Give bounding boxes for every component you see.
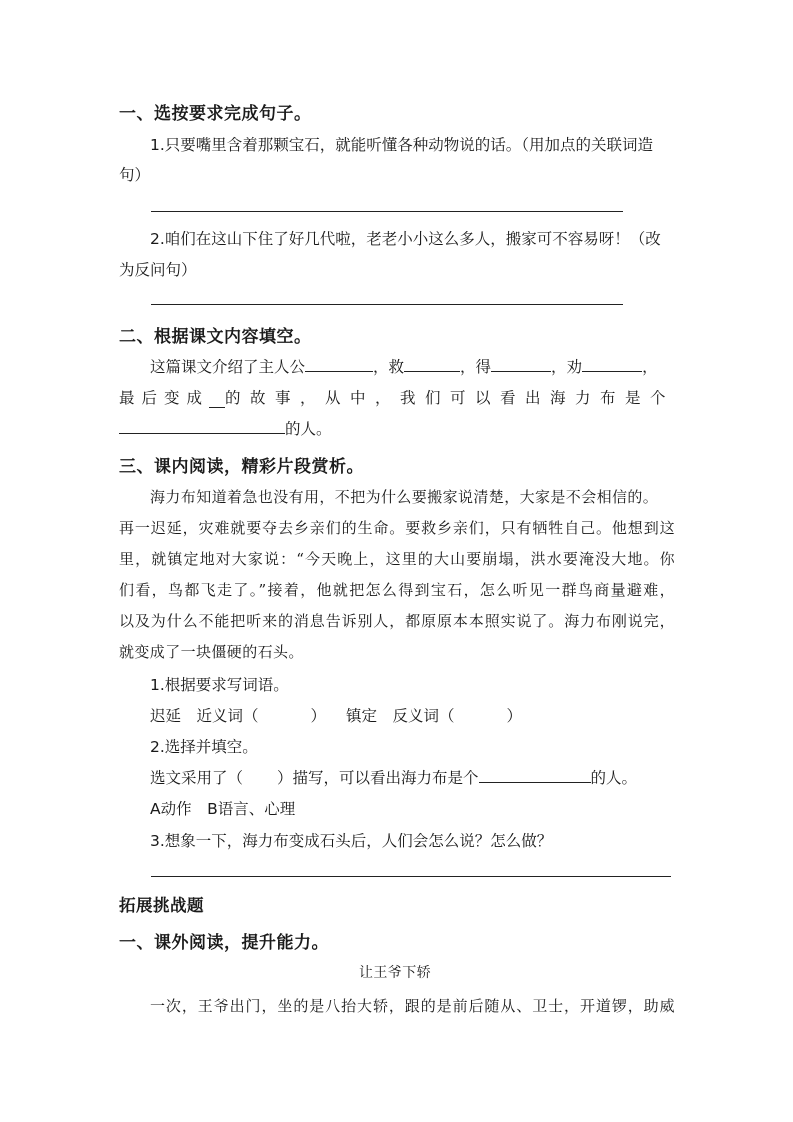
fill-text: ，得 xyxy=(460,358,492,376)
choice-prompt-cont: ）描写，可以看出海力布是个 xyxy=(277,769,479,787)
antonym-prompt: 镇定 反义词（ xyxy=(346,707,455,725)
synonym-prompt: 迟延 近义词（ xyxy=(150,707,259,725)
blank-description[interactable] xyxy=(479,768,591,783)
word-questions-row xyxy=(150,704,522,726)
fill-text: ，救 xyxy=(373,358,405,376)
passage-line-4: 们看，鸟都飞走了。”接着，他就把怎么得到宝石，怎么听见一群鸟商量避难， xyxy=(119,581,675,599)
reading-question-2: 2.选择并填空。 xyxy=(150,738,258,756)
blank-get[interactable] xyxy=(491,357,551,372)
fill-text: 的人。 xyxy=(285,420,332,438)
passage-line-6: 就变成了一块僵硬的石头。 xyxy=(119,643,304,661)
question-1-text: 1.只要嘴里含着那颗宝石，就能听懂各种动物说的话。（用加点的关联词造 xyxy=(150,136,654,154)
choice-options: A动作 B语言、心理 xyxy=(150,800,296,818)
passage-line-5: 以及为什么不能把听来的消息告诉别人，都原原本本照实说了。海力布刚说完， xyxy=(119,612,675,630)
section2-heading: 二、根据课文内容填空。 xyxy=(119,327,312,347)
passage-line-3: 里，就镇定地对大家说：“今天晚上，这里的大山要崩塌，洪水要淹没大地。你 xyxy=(119,550,675,568)
fill-text: ， xyxy=(642,358,658,376)
reading-question-3: 3.想象一下，海力布变成石头后，人们会怎么说？怎么做？ xyxy=(150,832,553,850)
passage-line-2: 再一迟延，灾难就要夺去乡亲们的生命。要救乡亲们，只有牺牲自己。他想到这 xyxy=(119,519,675,537)
blank-save[interactable] xyxy=(404,357,460,372)
question-2-text: 2.咱们在这山下住了好几代啦，老老小小这么多人，搬家可不容易呀！（改 xyxy=(150,230,661,248)
story-title: 让王爷下轿 xyxy=(359,965,431,981)
reading-question-1: 1.根据要求写词语。 xyxy=(150,676,289,694)
fill-text: 的故事，从中，我们可以看出海力布是个 xyxy=(224,389,675,407)
extension-heading: 一、课外阅读，提升能力。 xyxy=(119,933,329,953)
answer-line-3[interactable] xyxy=(151,876,671,877)
fill-text: 这篇课文介绍了主人公 xyxy=(150,358,306,376)
question-1-text-cont: 句） xyxy=(119,166,151,184)
fill-text: ，劝 xyxy=(551,358,583,376)
fill-text: 最后变成 xyxy=(119,389,210,407)
answer-line-2[interactable] xyxy=(151,304,623,305)
passage-line-1: 海力布知道着急也没有用，不把为什么要搬家说清楚，大家是不会相信的。 xyxy=(150,488,659,506)
section1-heading: 一、选按要求完成句子。 xyxy=(119,104,312,124)
antonym-close: ） xyxy=(506,707,523,725)
choice-prompt: 选文采用了（ xyxy=(150,769,244,787)
section3-heading: 三、课内阅读，精彩片段赏析。 xyxy=(119,457,364,477)
fill-line-2 xyxy=(119,386,675,408)
answer-line-1[interactable] xyxy=(151,211,623,212)
story-line-1: 一次，王爷出门，坐的是八抬大轿，跟的是前后随从、卫士，开道锣，助威 xyxy=(150,997,675,1015)
fill-line-1 xyxy=(150,355,658,377)
blank-character[interactable] xyxy=(119,419,285,434)
blank-become[interactable] xyxy=(209,393,225,408)
blank-persuade[interactable] xyxy=(582,357,642,372)
extension-title: 拓展挑战题 xyxy=(119,896,204,915)
choice-prompt-end: 的人。 xyxy=(590,769,638,787)
synonym-close: ） xyxy=(310,707,327,725)
choice-fill-row xyxy=(150,766,637,788)
fill-line-3 xyxy=(119,417,332,439)
blank-hero[interactable] xyxy=(305,357,373,372)
question-2-text-cont: 为反问句） xyxy=(119,261,197,279)
